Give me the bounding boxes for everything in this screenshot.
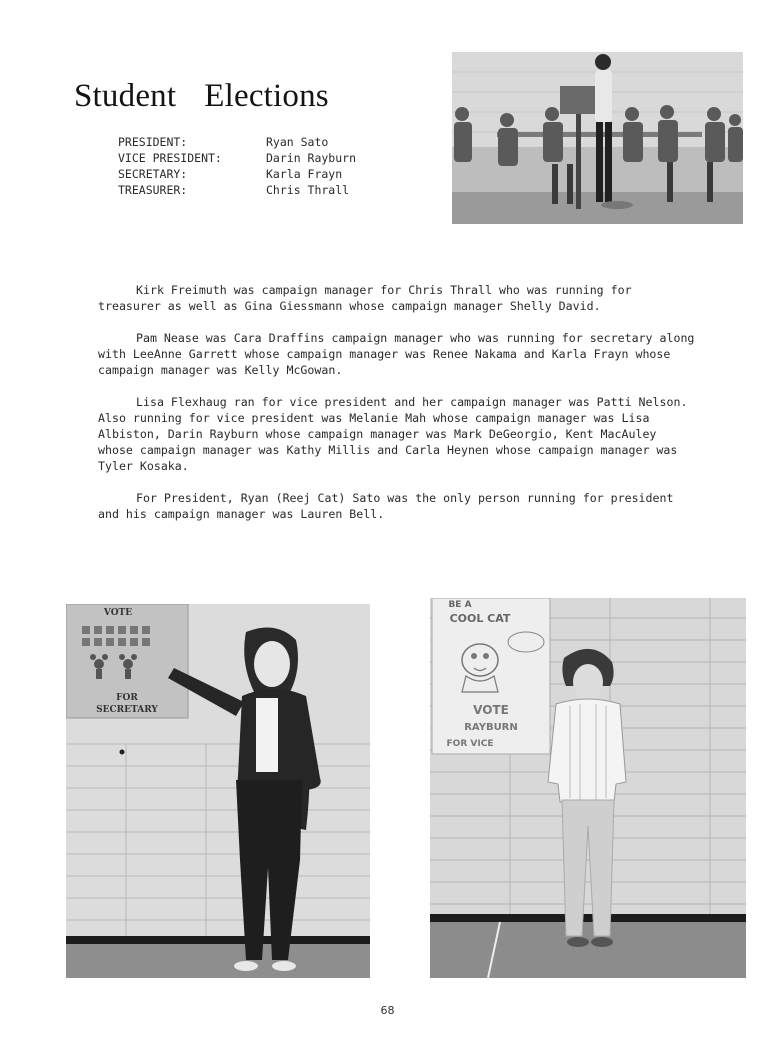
paragraph-secretary: Pam Nease was Cara Draffins campaign manager who was running for secretary along with LeeAnne Garrett whose campaign manager was Renee Nakama and Karla Frayn whose campaign manager was Kelly McGowan. (98, 331, 695, 377)
paragraph-vice-president: Lisa Flexhaug ran for vice president and her campaign manager was Patti Nelson. Also running for vice president was Melanie Mah whose campaign manager was Lisa Albiston, Darin Rayburn whose campaign manager was Mark DeGeorgio, Kent MacAuley whose campaign manager was Kathy Millis and Carla Heynen whose campaign manager was Tyler Kosaka. (98, 395, 688, 473)
officer-name: Chris Thrall (266, 183, 350, 197)
poster-cool-cat-text: COOL CAT (449, 612, 511, 625)
poster-for-text: FOR (116, 693, 138, 703)
vice-president-candidate-image (430, 598, 746, 978)
officer-name: Darin Rayburn (266, 151, 357, 165)
poster-vote-text: VOTE (103, 608, 133, 618)
article-body (98, 282, 698, 538)
officer-row-president (118, 134, 356, 150)
paragraph-treasurer: Kirk Freimuth was campaign manager for Chris Thrall who was running for treasurer as well as Gina Giessmann whose campaign manager Shelly David. (98, 283, 632, 313)
assembly-photo (452, 52, 743, 224)
paragraph-president: For President, Ryan (Reej Cat) Sato was the only person running for president and his campaign manager was Lauren Bell. (98, 491, 674, 521)
officer-row-vice-president (118, 150, 356, 166)
secretary-candidate-image (66, 604, 370, 978)
title-word-1: Student (74, 78, 177, 114)
assembly-photo-image (452, 52, 743, 224)
officer-role: TREASURER: (118, 183, 188, 197)
title-word-2: Elections (204, 78, 329, 114)
poster-vote-text: VOTE (473, 703, 509, 717)
officer-name: Ryan Sato (266, 135, 329, 149)
page-number: 68 (380, 1004, 395, 1017)
vice-president-candidate-photo (430, 598, 746, 978)
poster-for-vice-text: FOR VICE (446, 739, 494, 749)
officer-role: SECRETARY: (118, 167, 188, 181)
poster-be-a-text: BE A (448, 600, 472, 610)
poster-secretary-text: SECRETARY (96, 705, 158, 715)
page-title (74, 78, 329, 115)
officer-role: PRESIDENT: (118, 135, 188, 149)
secretary-candidate-photo (66, 604, 370, 978)
officer-row-secretary (118, 166, 356, 182)
officer-role: VICE PRESIDENT: (118, 151, 222, 165)
officer-row-treasurer (118, 182, 356, 198)
officer-list (118, 134, 356, 198)
officer-name: Karla Frayn (266, 167, 343, 181)
poster-rayburn-text: RAYBURN (464, 722, 518, 733)
